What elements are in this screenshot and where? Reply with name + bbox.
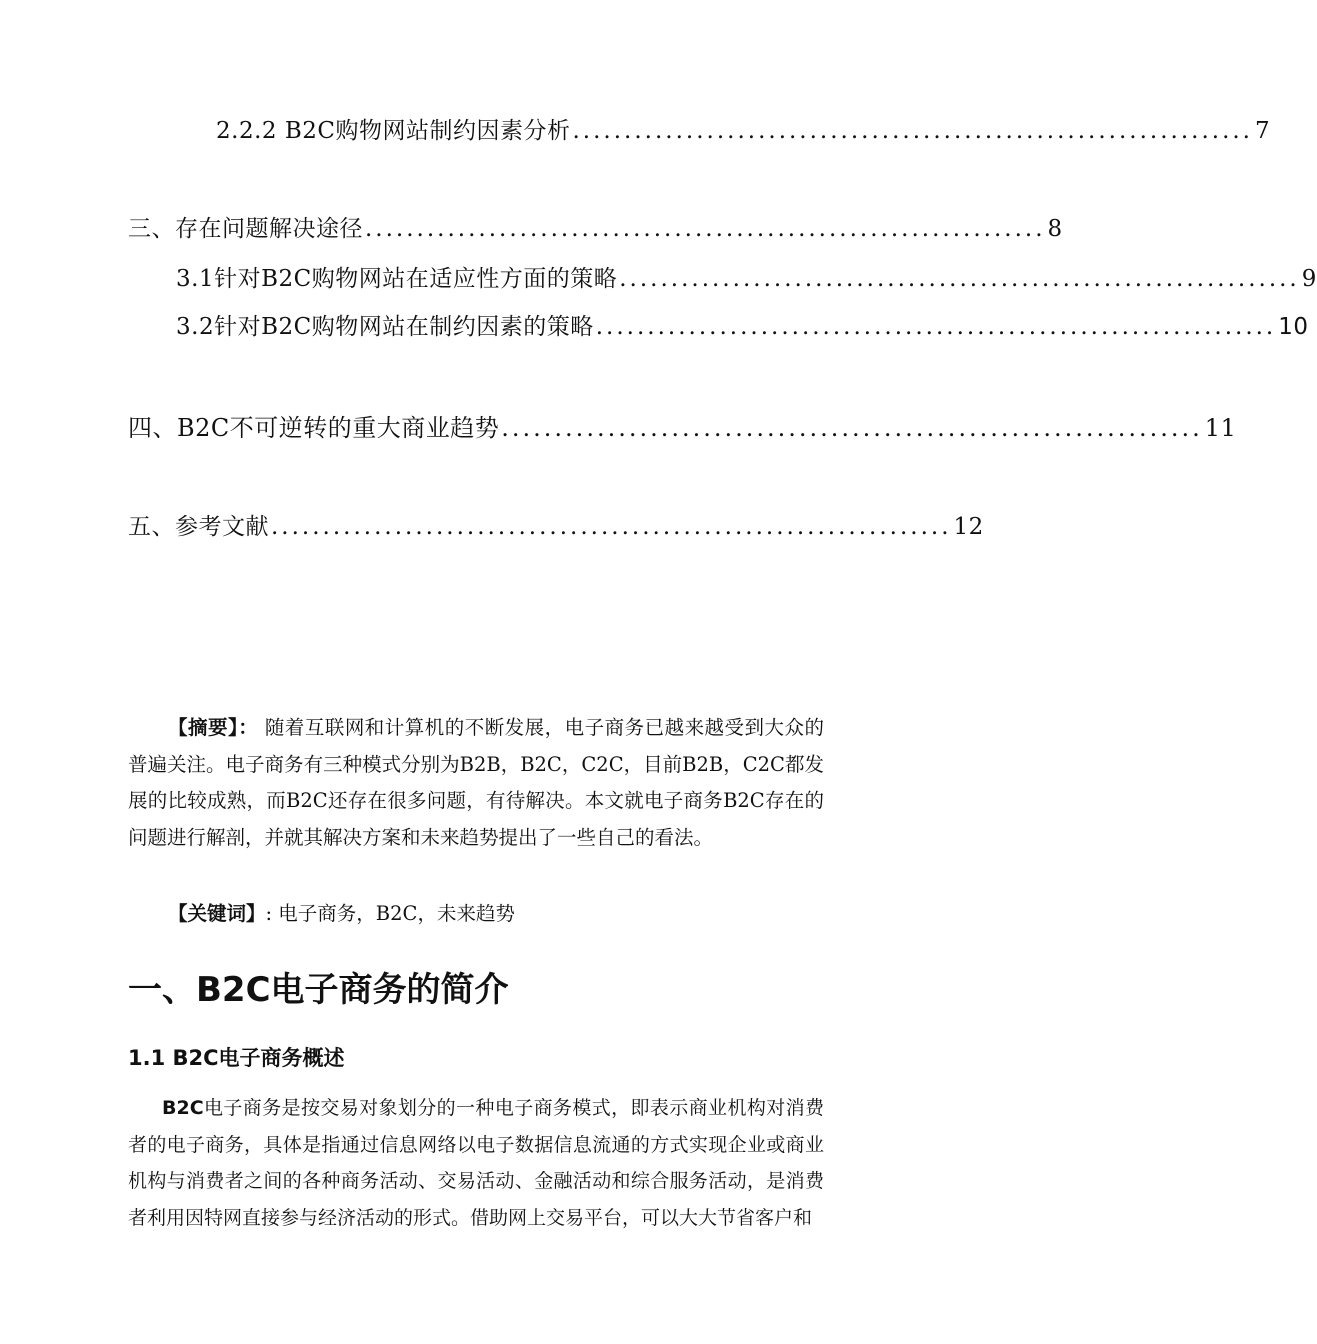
toc-leader-dots: .................................................................. — [572, 118, 1253, 144]
toc-entry-page: 10 — [1278, 314, 1309, 340]
abstract-text: 随着互联网和计算机的不断发展，电子商务已越来越受到大众的普遍关注。电子商务有三种模式分别为B2B，B2C，C2C，目前B2B，C2C都发展的比较成熟，而B2C还存在很多问题，有待解决。本文就电子商务B2C存在的问题进行解剖，并就其解决方案和未来趋势提出了一些自己的看法。 — [128, 716, 824, 849]
toc-entry-2-2-2[interactable] — [216, 112, 1271, 145]
toc-leader-dots: .................................................................. — [271, 514, 952, 540]
toc-entry-page: 9 — [1301, 266, 1317, 292]
toc-entry-title: 四、B2C不可逆转的重大商业趋势 — [128, 414, 500, 442]
keywords-line — [168, 896, 515, 932]
toc-entry-3-2[interactable] — [176, 308, 1309, 341]
subsection-heading: 1.1 B2C电子商务概述 — [128, 1046, 345, 1070]
toc-entry-title: 2.2.2 B2C购物网站制约因素分析 — [216, 118, 571, 144]
body-text: 电子商务是按交易对象划分的一种电子商务模式，即表示商业机构对消费者的电子商务，具体是指通过信息网络以电子数据信息流通的方式实现企业或商业机构与消费者之间的各种商务活动、交易活动、金融活动和综合服务活动，是消费者利用因特网直接参与经济活动的形式。借助网上交易平台，可以大大节省客户和 — [128, 1097, 824, 1229]
keywords-text: : 电子商务，B2C，未来趋势 — [265, 902, 515, 925]
toc-entry-3-1[interactable] — [176, 260, 1317, 293]
toc-entry-page: 7 — [1255, 118, 1271, 144]
toc-entry-title: 三、存在问题解决途径 — [128, 216, 363, 242]
keywords-label: 【关键词】 — [168, 902, 266, 925]
toc-entry-page: 8 — [1047, 216, 1063, 242]
body-lead-term: B2C — [162, 1097, 204, 1119]
toc-entry-section-3[interactable] — [128, 210, 1063, 243]
toc-entry-title: 3.1针对B2C购物网站在适应性方面的策略 — [176, 266, 618, 292]
abstract-paragraph — [128, 710, 824, 856]
section-heading: 一、B2C电子商务的简介 — [128, 970, 509, 1010]
toc-entry-title: 五、参考文献 — [128, 514, 269, 540]
toc-leader-dots: .................................................................. — [365, 216, 1046, 242]
toc-leader-dots: .................................................................. — [619, 266, 1300, 292]
toc-leader-dots: .................................................................. — [501, 414, 1203, 442]
toc-entry-section-4[interactable] — [128, 408, 1237, 443]
toc-entry-section-5[interactable] — [128, 508, 984, 541]
toc-entry-title: 3.2针对B2C购物网站在制约因素的策略 — [176, 314, 594, 340]
body-paragraph — [128, 1090, 824, 1236]
toc-entry-page: 12 — [953, 514, 984, 540]
toc-leader-dots: .................................................................. — [595, 314, 1277, 340]
abstract-label: 【摘要】： — [168, 716, 259, 739]
toc-entry-page: 11 — [1204, 414, 1237, 442]
